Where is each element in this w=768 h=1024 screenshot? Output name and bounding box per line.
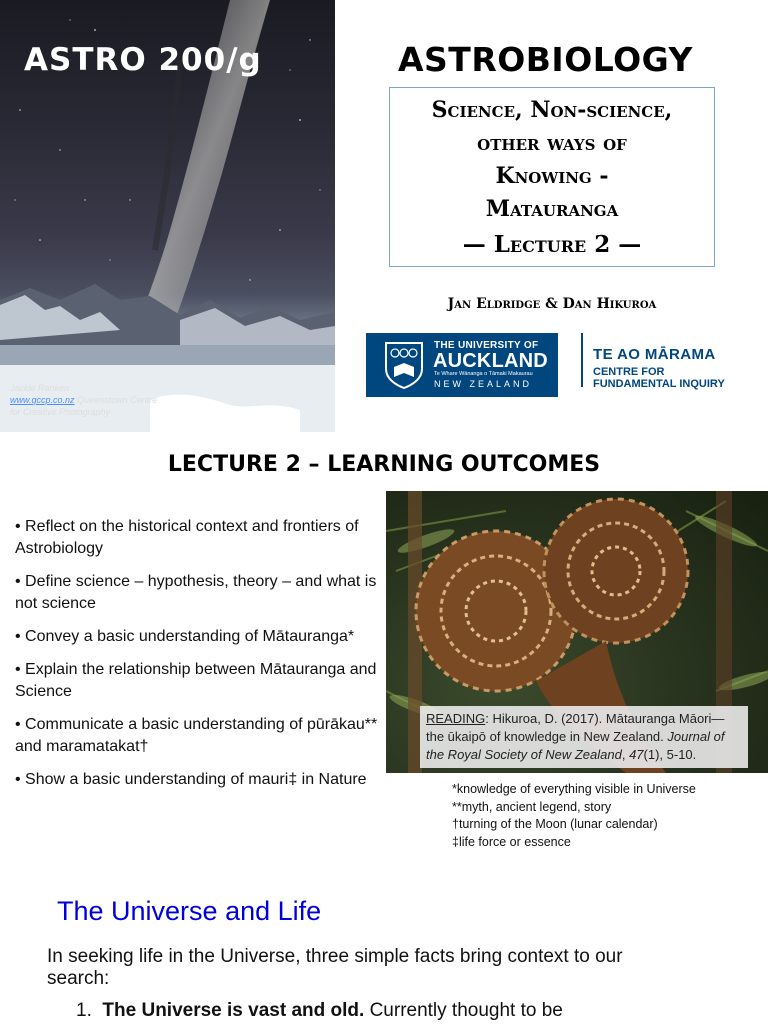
lecture-line-1: Science, Non-science, [431, 97, 673, 123]
uoa-the-university-of: THE UNIVERSITY OF [434, 340, 539, 351]
fact-rest: Currently thought to be [364, 1000, 563, 1021]
learning-outcomes-title: LECTURE 2 – LEARNING OUTCOMES [167, 452, 601, 477]
lecture-number: — Lecture 2 — [462, 231, 642, 258]
lecture-line-4: Matauranga [485, 196, 619, 222]
reading-separator: , [621, 747, 630, 762]
university-crest-icon [384, 341, 424, 389]
university-of-auckland-logo [366, 333, 558, 397]
universe-and-life-slide [0, 864, 768, 1024]
universe-slide-title: The Universe and Life [57, 896, 322, 926]
list-item: • Convey a basic understanding of Mātauranga* [15, 628, 355, 645]
list-item: • Reflect on the historical context and frontiers of Astrobiology [15, 518, 359, 557]
universe-intro-text: In seeking life in the Universe, three simple facts bring context to our search: [47, 946, 623, 989]
uoa-maori-name: Te Whare Wānanga o Tāmaki Makaurau [434, 371, 533, 377]
milky-way-photo [0, 0, 335, 432]
uoa-auckland: AUCKLAND [433, 350, 548, 372]
photo-centre-2: for Creative Photography [10, 407, 111, 417]
course-code: ASTRO 200/g [24, 42, 262, 78]
lecture-title-box [389, 87, 715, 267]
course-title: ASTROBIOLOGY [398, 40, 693, 79]
reading-volume: 47 [629, 747, 644, 762]
list-item: • Show a basic understanding of mauri‡ in Nature [15, 771, 367, 788]
authors: Jan Eldridge & Dan Hikuroa [447, 296, 657, 312]
learning-outcomes-list [15, 516, 387, 802]
footnotes [452, 781, 696, 851]
footnote-2: **myth, ancient legend, story [452, 799, 612, 814]
reading-label: READING [426, 711, 486, 726]
reading-citation [420, 706, 748, 768]
photographer-name: Jackie Ranken [10, 383, 70, 393]
te-ao-marama-logo [593, 346, 725, 390]
reading-journal: Journal of the Royal Society of New Zealand [426, 729, 725, 762]
photo-centre: Queenstown Centre [77, 395, 158, 405]
footnote-4: ‡life force or essence [452, 834, 571, 849]
universe-fact-1 [76, 1000, 563, 1022]
uoa-new-zealand: NEW ZEALAND [434, 379, 533, 389]
list-item: • Communicate a basic understanding of pūrākau** and maramatakat† [15, 716, 378, 755]
list-item: • Explain the relationship between Mātauranga and Science [15, 661, 377, 700]
learning-outcomes-slide [0, 432, 768, 864]
list-item: • Define science – hypothesis, theory – and what is not science [15, 573, 377, 612]
footnote-3: †turning of the Moon (lunar calendar) [452, 817, 658, 831]
te-ao-marama-title: TE AO MĀRAMA [593, 346, 716, 363]
footnote-1: *knowledge of everything visible in Universe [452, 782, 696, 796]
photo-credit [10, 382, 157, 418]
title-slide [0, 0, 768, 432]
photographer-link[interactable]: www.qccp.co.nz [10, 395, 75, 405]
fact-bold: The Universe is vast and old. [102, 1000, 365, 1021]
tam-centre-for: CENTRE FOR [593, 366, 665, 378]
reading-text: : Hikuroa, D. (2017). Mātauranga Māori—the ūkaipō of knowledge in New Zealand. [426, 711, 725, 744]
reading-pages: (1), 5-10. [643, 747, 697, 762]
tam-fundamental-inquiry: FUNDAMENTAL INQUIRY [593, 378, 725, 390]
lecture-line-2: other ways of [477, 130, 627, 156]
lecture-line-3: Knowing - [495, 163, 609, 189]
fact-number: 1. [76, 1000, 92, 1021]
logo-divider [581, 333, 583, 387]
